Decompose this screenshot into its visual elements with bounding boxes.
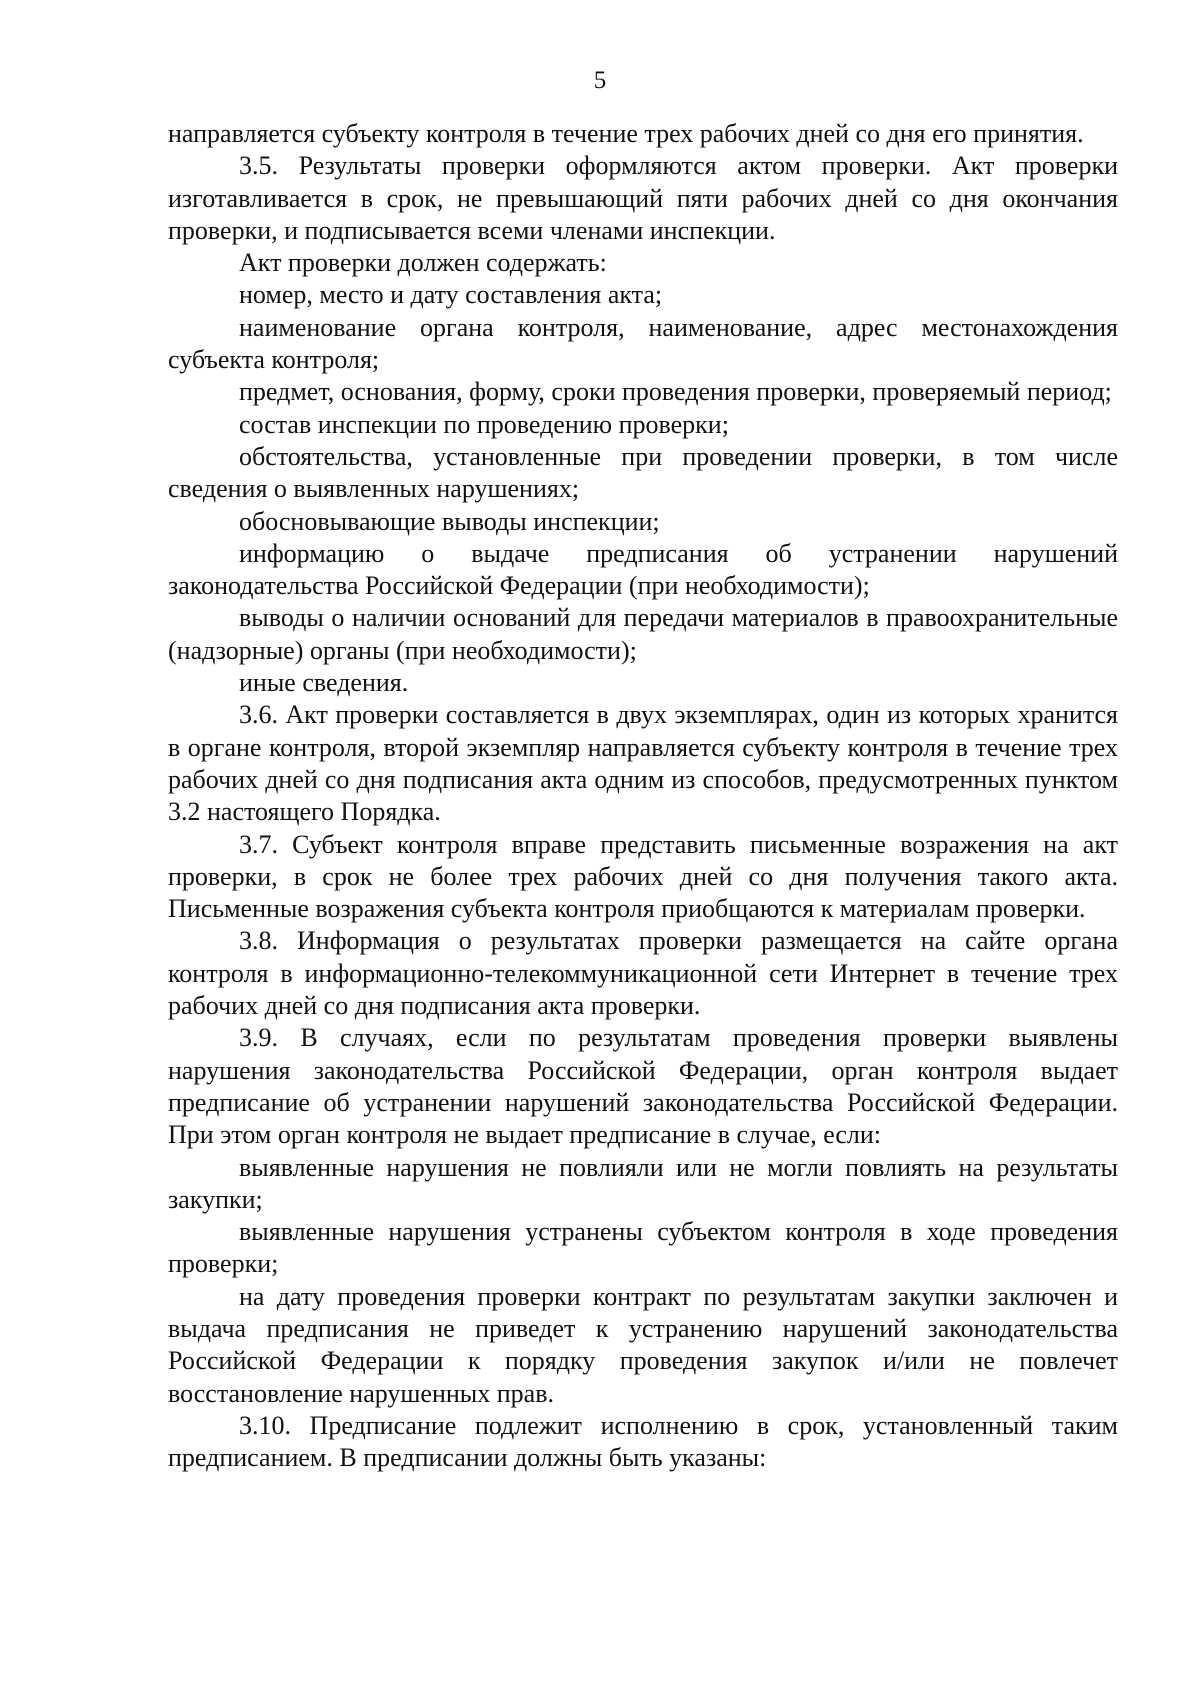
paragraph-3-10: 3.10. Предписание подлежит исполнению в срок, установленный таким предписанием. В предписании должны быть указаны: [168,1410,1118,1473]
paragraph-3-6: 3.6. Акт проверки составляется в двух экземплярах, один из которых хранится в органе контроля, второй экземпляр направляется субъекту контроля в течение трех рабочих дней со дня подписания акта одним из способов, предусмотренных пунктом 3.2 настоящего Порядка. [168,700,1118,827]
paragraph-3-5: 3.5. Результаты проверки оформляются актом проверки. Акт проверки изготавливается в срок, не превышающий пяти рабочих дней со дня окончания проверки, и подписывается всеми членами инспекции. [168,151,1118,245]
list-item-conclusions: обосновывающие выводы инспекции; [239,506,660,536]
list-item-act-number: номер, место и дату составления акта; [239,280,663,310]
list-item-circumstances: обстоятельства, установленные при проведении проверки, в том числе сведения о выявленных нарушениях; [168,441,1118,504]
paragraph-3-7: 3.7. Субъект контроля вправе представить письменные возражения на акт проверки, в срок не более трех рабочих дней со дня получения такого акта. Письменные возражения субъекта контроля приобщаются к материалам проверки. [168,829,1118,924]
list-item-no-impact: выявленные нарушения не повлияли или не могли повлиять на результаты закупки; [168,1152,1118,1214]
list-item-subject: предмет, основания, форму, сроки проведения проверки, проверяемый период; [239,377,1112,407]
paragraph-act-contents-intro: Акт проверки должен содержать: [239,248,607,278]
list-item-other: иные сведения. [239,668,409,698]
list-item-prescription-info: информацию о выдаче предписания об устранении нарушений законодательства Российской Федерации (при необходимости); [168,538,1118,601]
document-body [168,118,1118,1474]
paragraph-continuation: направляется субъекту контроля в течение трех рабочих дней со дня его принятия. [168,119,1084,148]
list-item-contract-concluded: на дату проведения проверки контракт по результатам закупки заключен и выдача предписания не приведет к устранению нарушений законодательства Российской Федерации к порядку проведения закупок и/или не повлечет восстановление нарушенных прав. [168,1281,1118,1408]
list-item-eliminated: выявленные нарушения устранены субъектом контроля в ходе проведения проверки; [168,1217,1118,1279]
page-number: 5 [593,67,607,94]
list-item-inspection-composition: состав инспекции по проведению проверки; [239,409,729,439]
paragraph-3-8: 3.8. Информация о результатах проверки размещается на сайте органа контроля в информационно-телекоммуникационной сети Интернет в течение трех рабочих дней со дня подписания акта проверки. [168,926,1118,1021]
paragraph-3-9: 3.9. В случаях, если по результатам проведения проверки выявлены нарушения законодательства Российской Федерации, орган контроля выдает предписание об устранении нарушений законодательства Российской Федерации. При этом орган контроля не выдает предписание в случае, если: [168,1023,1118,1150]
list-item-law-enforcement: выводы о наличии оснований для передачи материалов в правоохранительные (надзорные) органы (при необходимости); [168,603,1118,665]
list-item-organ-name: наименование органа контроля, наименование, адрес местонахождения субъекта контроля; [168,312,1118,375]
